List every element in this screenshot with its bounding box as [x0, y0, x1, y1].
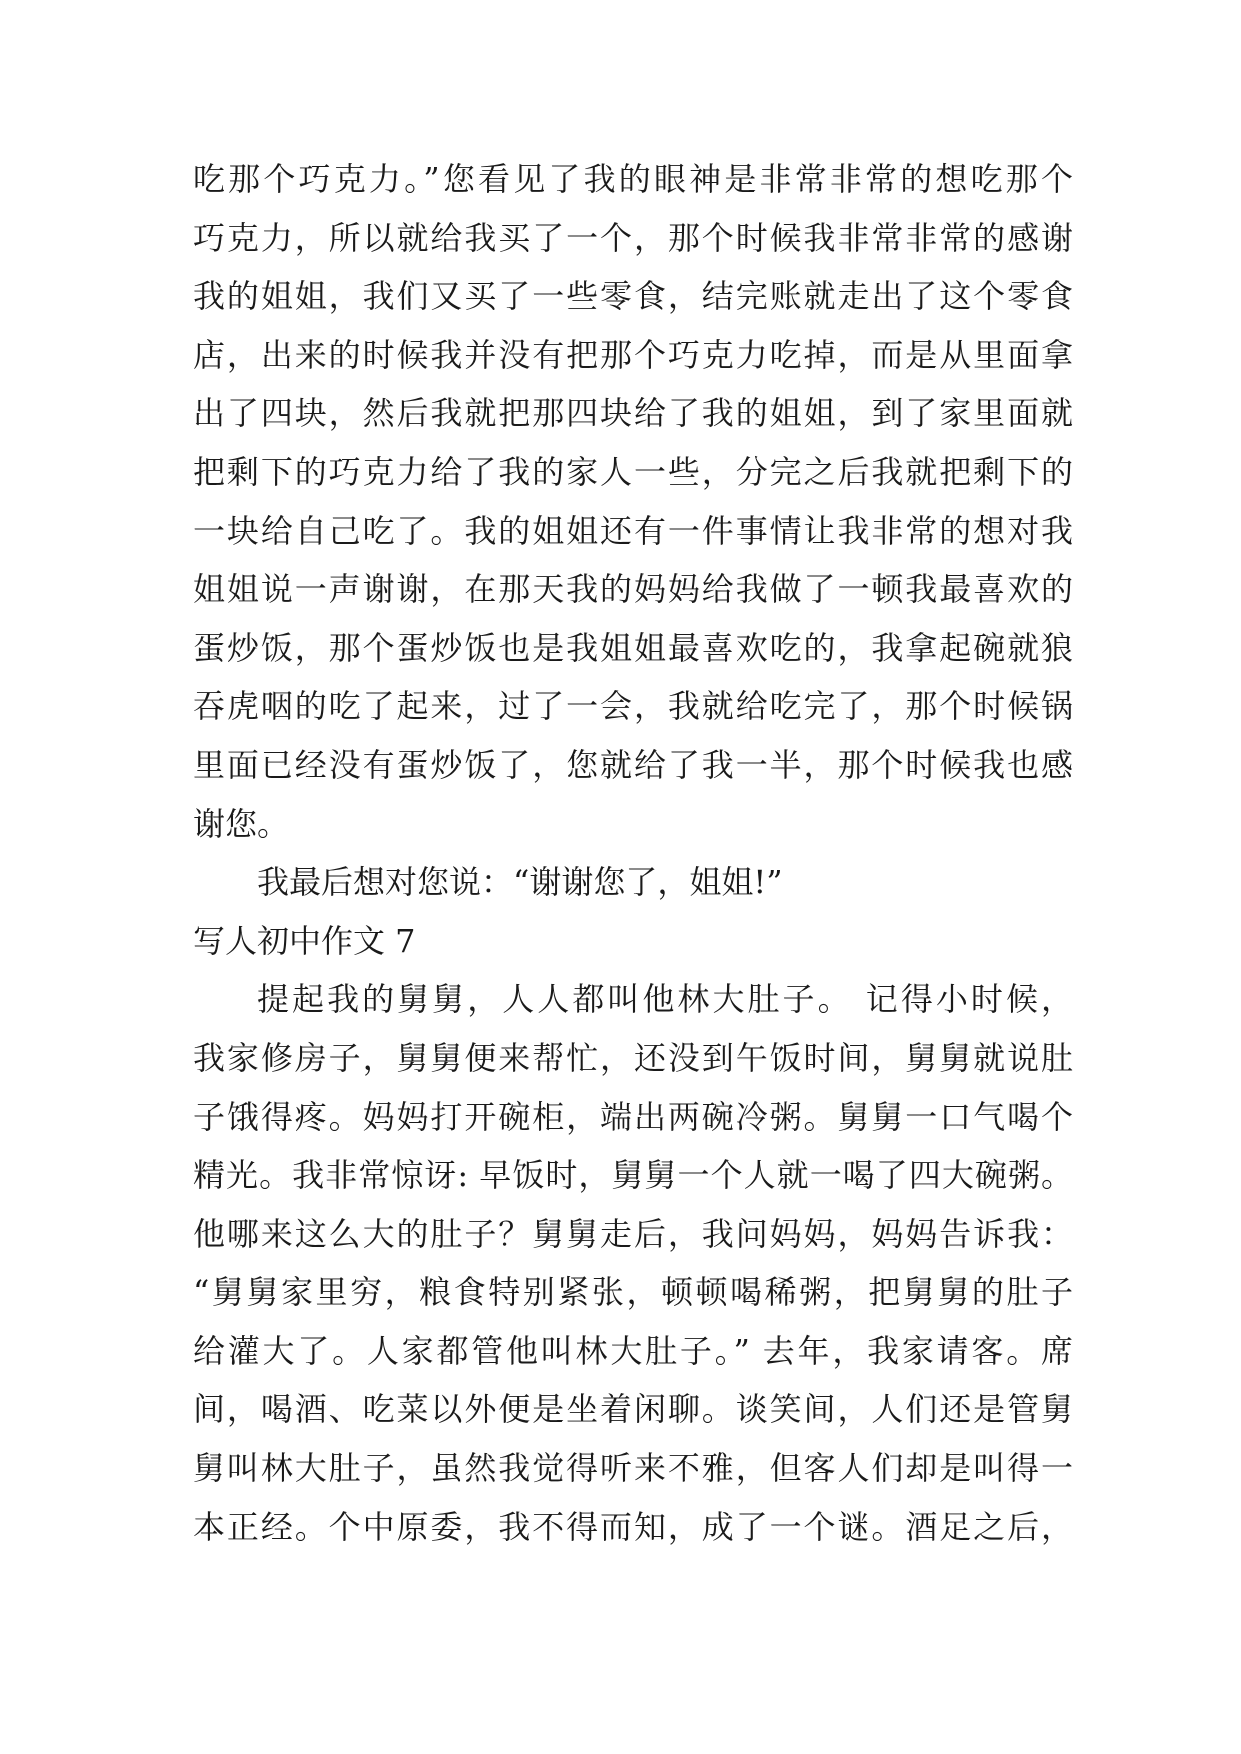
text-line: 提起我的舅舅，人人都叫他林大肚子。 记得小时候， [257, 980, 1073, 1019]
text-line: 店，出来的时候我并没有把那个巧克力吃掉，而是从里面拿 [193, 335, 1073, 374]
text-line: 把剩下的巧克力给了我的家人一些，分完之后我就把剩下的 [193, 452, 1073, 491]
section-title: 写人初中作文 7 [193, 921, 416, 960]
text-line: 他哪来这么大的肚子？舅舅走后，我问妈妈，妈妈告诉我： [193, 1214, 1073, 1253]
paragraph-chocolate [193, 150, 1073, 853]
text-line: 吞虎咽的吃了起来，过了一会，我就给吃完了，那个时候锅 [193, 687, 1073, 726]
text-line: 出了四块，然后我就把那四块给了我的姐姐，到了家里面就 [193, 394, 1073, 433]
text-line: 给灌大了。人家都管他叫林大肚子。” 去年，我家请客。席 [193, 1331, 1073, 1370]
text-line: 舅叫林大肚子，虽然我觉得听来不雅，但客人们却是叫得一 [193, 1449, 1073, 1488]
text-line: 吃那个巧克力。”您看见了我的眼神是非常非常的想吃那个 [193, 160, 1073, 198]
text-line: 谢您。 [193, 804, 290, 843]
text-line: 姐姐说一声谢谢，在那天我的妈妈给我做了一顿我最喜欢的 [193, 570, 1073, 609]
text-line: 巧克力，所以就给我买了一个，那个时候我非常非常的感谢 [193, 218, 1073, 257]
document-body [193, 150, 1073, 1556]
text-line: 蛋炒饭，那个蛋炒饭也是我姐姐最喜欢吃的，我拿起碗就狼 [193, 628, 1073, 667]
text-line: 我最后想对您说：“谢谢您了，姐姐!” [257, 863, 783, 902]
text-line: 我的姐姐，我们又买了一些零食，结完账就走出了这个零食 [193, 277, 1073, 316]
text-line: 精光。我非常惊讶: 早饭时，舅舅一个人就一喝了四大碗粥。 [193, 1156, 1073, 1195]
text-line: 子饿得疼。妈妈打开碗柜，端出两碗冷粥。舅舅一口气喝个 [193, 1097, 1073, 1136]
text-line: 我家修房子，舅舅便来帮忙，还没到午饭时间，舅舅就说肚 [193, 1038, 1073, 1077]
text-line: 一块给自己吃了。我的姐姐还有一件事情让我非常的想对我 [193, 511, 1073, 550]
text-line: 间，喝酒、吃菜以外便是坐着闲聊。谈笑间，人们还是管舅 [193, 1390, 1073, 1429]
text-line: 里面已经没有蛋炒饭了，您就给了我一半，那个时候我也感 [193, 745, 1073, 784]
paragraph-thanks [193, 853, 1073, 912]
text-line: “舅舅家里穷，粮食特别紧张，顿顿喝稀粥，把舅舅的肚子 [193, 1273, 1073, 1312]
text-line: 本正经。个中原委，我不得而知，成了一个谜。酒足之后， [193, 1507, 1073, 1546]
paragraph-uncle [193, 970, 1073, 1556]
